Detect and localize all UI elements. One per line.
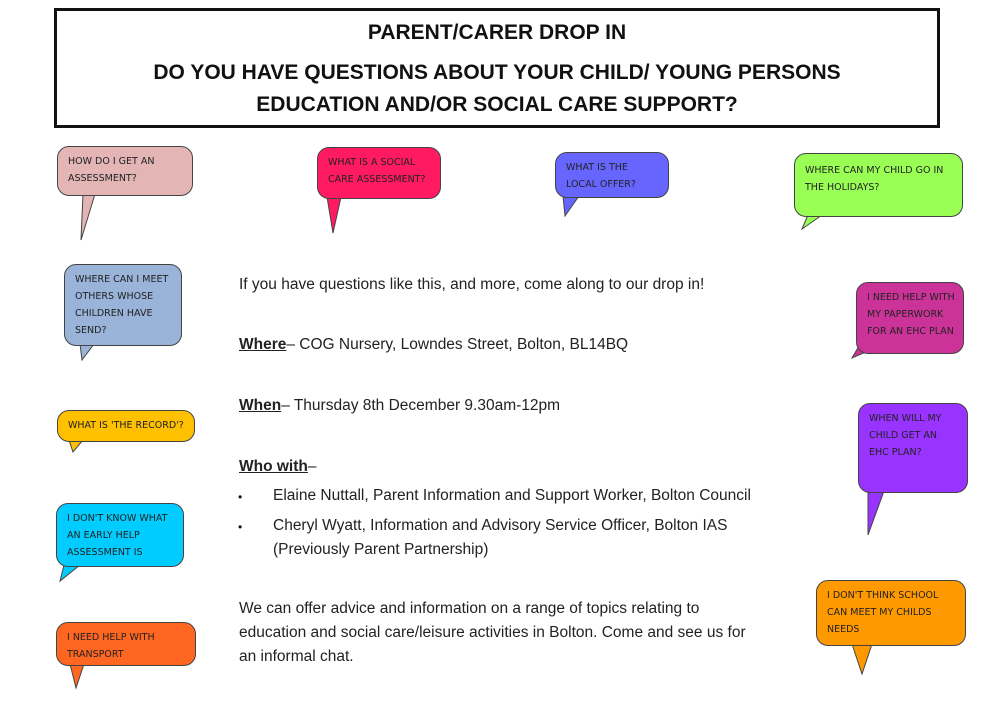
speech-bubble-ehc-plan <box>858 403 968 493</box>
speech-tail-icon <box>559 194 589 222</box>
speech-tail-icon <box>77 192 117 244</box>
where-line <box>239 336 628 354</box>
speech-bubble-early-help <box>56 503 184 567</box>
outro-line-3: an informal chat. <box>239 648 354 665</box>
speech-bubble-social-care <box>317 147 441 199</box>
bubble-text: WHAT IS 'THE RECORD'? <box>57 410 195 442</box>
when-label: When <box>239 397 282 414</box>
speech-bubble-assessment <box>57 146 193 196</box>
header-box <box>54 8 940 128</box>
outro-line-1: We can offer advice and information on a range of topics relating to <box>239 600 700 617</box>
bullet-icon: • <box>238 520 243 534</box>
bubble-text: WHAT IS A SOCIAL CARE ASSESSMENT? <box>317 147 441 199</box>
header-question-line-1: DO YOU HAVE QUESTIONS ABOUT YOUR CHILD/ YOUNG PERSONS <box>153 61 841 84</box>
speech-tail-icon <box>862 489 892 541</box>
bullet-icon: • <box>238 490 243 504</box>
bubble-text: HOW DO I GET AN ASSESSMENT? <box>57 146 193 196</box>
outro-line-2: education and social care/leisure activities in Bolton. Come and see us for <box>239 624 746 641</box>
bubble-text: WHEN WILL MY CHILD GET AN EHC PLAN? <box>858 403 968 493</box>
who-item-2: Cheryl Wyatt, Information and Advisory Service Officer, Bolton IAS <box>273 517 728 534</box>
speech-bubble-holidays <box>794 153 963 217</box>
speech-bubble-school-needs <box>816 580 966 646</box>
speech-tail-icon <box>846 642 886 680</box>
who-item-1: Elaine Nuttall, Parent Information and Support Worker, Bolton Council <box>273 487 751 504</box>
when-text: – Thursday 8th December 9.30am-12pm <box>281 397 561 414</box>
bubble-text: I DON'T THINK SCHOOL CAN MEET MY CHILDS NEEDS <box>816 580 966 646</box>
bubble-text: WHERE CAN MY CHILD GO IN THE HOLIDAYS? <box>794 153 963 217</box>
who-label: Who with <box>239 458 308 475</box>
bubble-text: WHERE CAN I MEET OTHERS WHOSE CHILDREN HAVE SEND? <box>64 264 182 346</box>
speech-tail-icon <box>325 195 355 239</box>
speech-bubble-meet-others <box>64 264 182 346</box>
when-line <box>239 397 560 415</box>
where-text: – COG Nursery, Lowndes Street, Bolton, BL14BQ <box>286 336 629 353</box>
who-item-2-cont: (Previously Parent Partnership) <box>273 541 489 558</box>
bubble-text: WHAT IS THE LOCAL OFFER? <box>555 152 669 198</box>
header-question-line-2: EDUCATION AND/OR SOCIAL CARE SUPPORT? <box>256 93 738 116</box>
who-suffix: – <box>307 458 317 475</box>
speech-bubble-record <box>57 410 195 442</box>
speech-bubble-transport <box>56 622 196 666</box>
bubble-text: I NEED HELP WITH TRANSPORT <box>56 622 196 666</box>
who-line <box>239 458 317 476</box>
bubble-text: I DON'T KNOW WHAT AN EARLY HELP ASSESSMENT IS <box>56 503 184 567</box>
speech-bubble-paperwork <box>856 282 964 354</box>
intro-text: If you have questions like this, and more, come along to our drop in! <box>239 276 705 293</box>
bubble-text: I NEED HELP WITH MY PAPERWORK FOR AN EHC PLAN <box>856 282 964 354</box>
header-title: PARENT/CARER DROP IN <box>367 21 627 44</box>
where-label: Where <box>239 336 287 353</box>
speech-tail-icon <box>64 662 94 694</box>
speech-bubble-local-offer <box>555 152 669 198</box>
